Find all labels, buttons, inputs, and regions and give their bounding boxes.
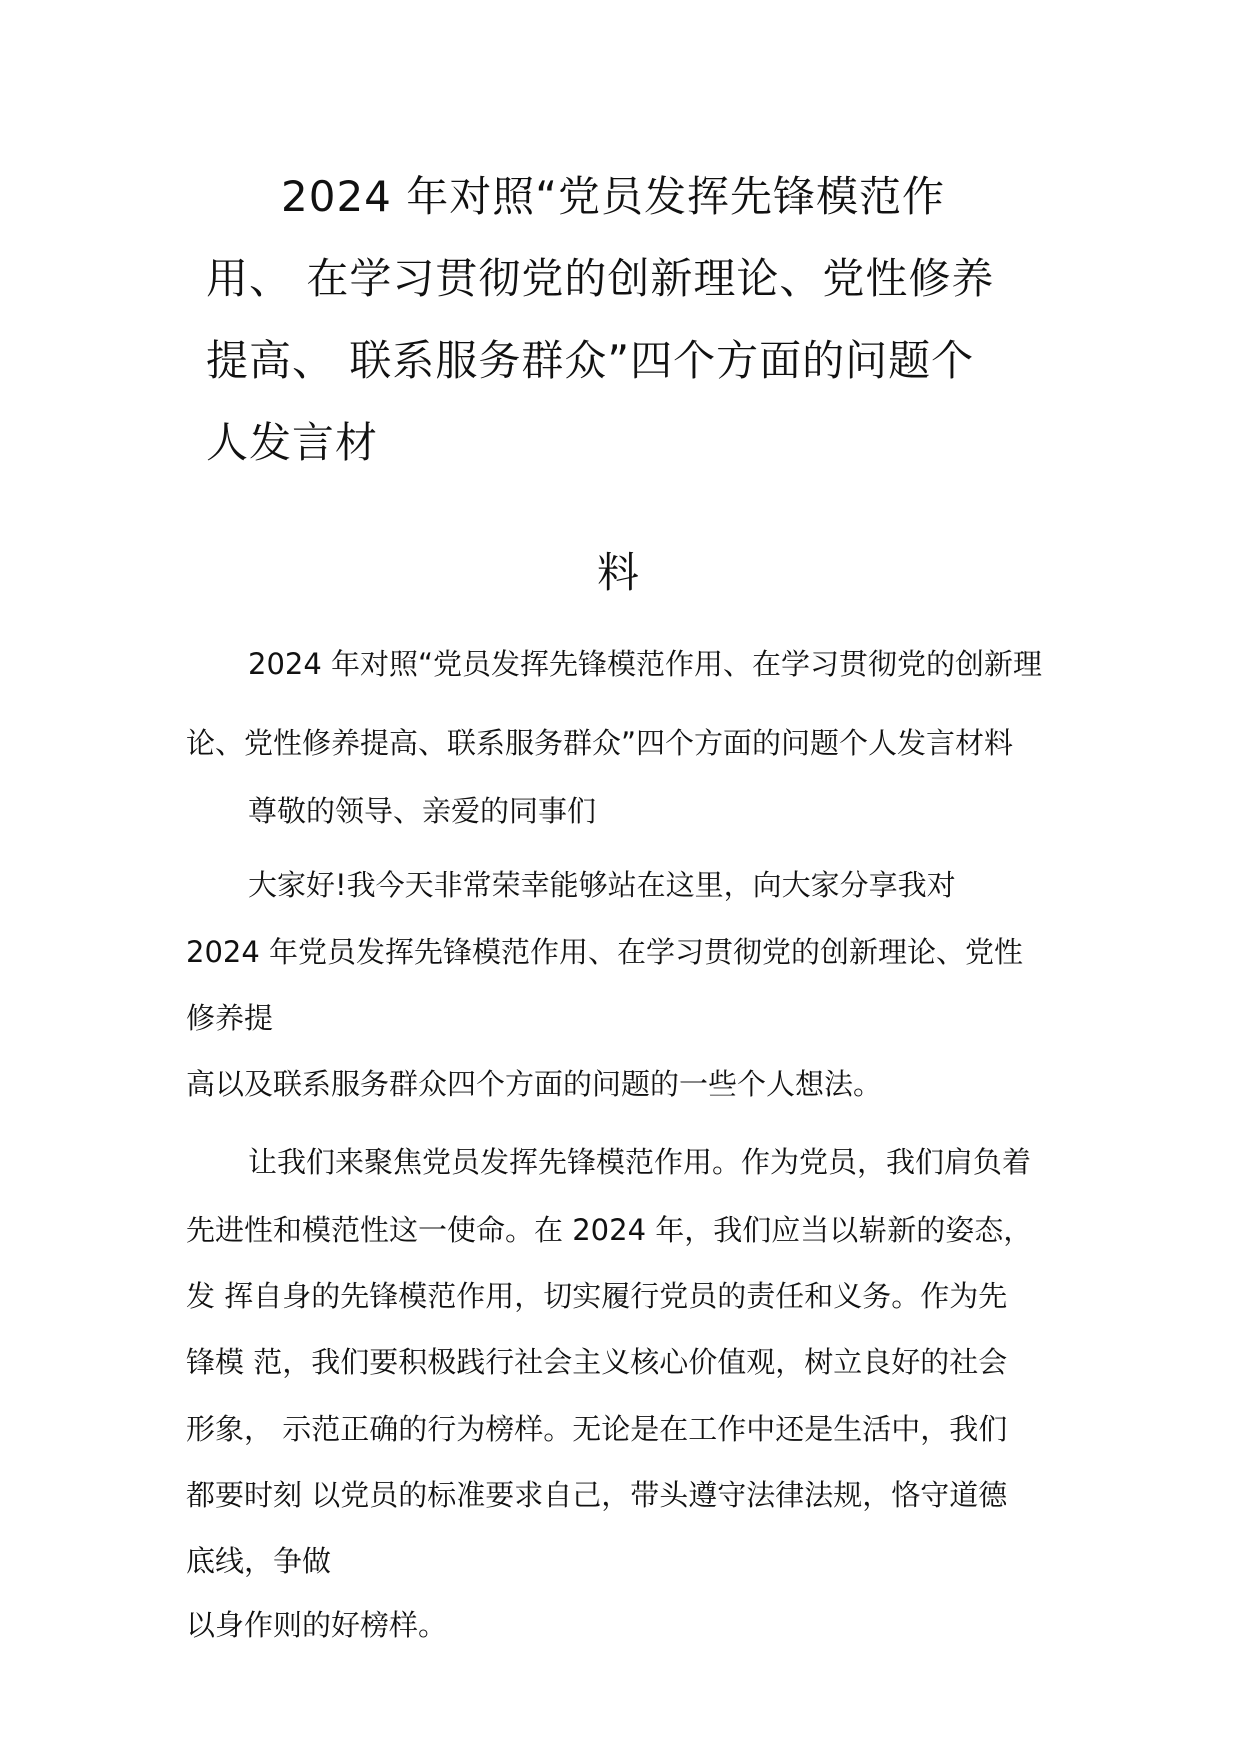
paragraph-2-line-3: 修养提 bbox=[186, 1001, 274, 1035]
title-line-4: 人发言材 bbox=[206, 418, 379, 467]
paragraph-3-line-5: 形象， 示范正确的行为榜样。无论是在工作中还是生活中，我们 bbox=[186, 1412, 1008, 1446]
title-line-2: 用、 在学习贯彻党的创新理论、党性修养 bbox=[206, 254, 995, 303]
greeting-line: 尊敬的领导、亲爱的同事们 bbox=[248, 794, 597, 828]
paragraph-1-line-2: 论、党性修养提高、联系服务群众”四个方面的问题个人发言材料 bbox=[186, 726, 1014, 760]
title-line-3: 提高、 联系服务群众”四个方面的问题个 bbox=[206, 336, 975, 385]
paragraph-3-line-8: 以身作则的好榜样。 bbox=[186, 1608, 448, 1642]
paragraph-2-line-1: 大家好!我今天非常荣幸能够站在这里，向大家分享我对 bbox=[248, 868, 956, 902]
paragraph-3-line-6: 都要时刻 以党员的标准要求自己，带头遵守法律法规，恪守道德 bbox=[186, 1478, 1008, 1512]
title-line-1: 2024 年对照“党员发挥先锋模范作 bbox=[281, 172, 945, 221]
paragraph-3-line-1: 让我们来聚焦党员发挥先锋模范作用。作为党员，我们肩负着 bbox=[248, 1145, 1032, 1179]
paragraph-2-line-2: 2024 年党员发挥先锋模范作用、在学习贯彻党的创新理论、党性 bbox=[186, 935, 1024, 969]
title-line-5: 料 bbox=[597, 548, 641, 597]
paragraph-2-line-4: 高以及联系服务群众四个方面的问题的一些个人想法。 bbox=[186, 1067, 883, 1101]
paragraph-3-line-2: 先进性和模范性这一使命。在 2024 年，我们应当以崭新的姿态， bbox=[186, 1213, 1033, 1247]
paragraph-3-line-7: 底线，争做 bbox=[186, 1544, 332, 1578]
paragraph-3-line-4: 锋模 范，我们要积极践行社会主义核心价值观，树立良好的社会 bbox=[186, 1345, 1008, 1379]
paragraph-3-line-3: 发 挥自身的先锋模范作用，切实履行党员的责任和义务。作为先 bbox=[186, 1279, 1008, 1313]
paragraph-1-line-1: 2024 年对照“党员发挥先锋模范作用、在学习贯彻党的创新理 bbox=[248, 647, 1043, 681]
